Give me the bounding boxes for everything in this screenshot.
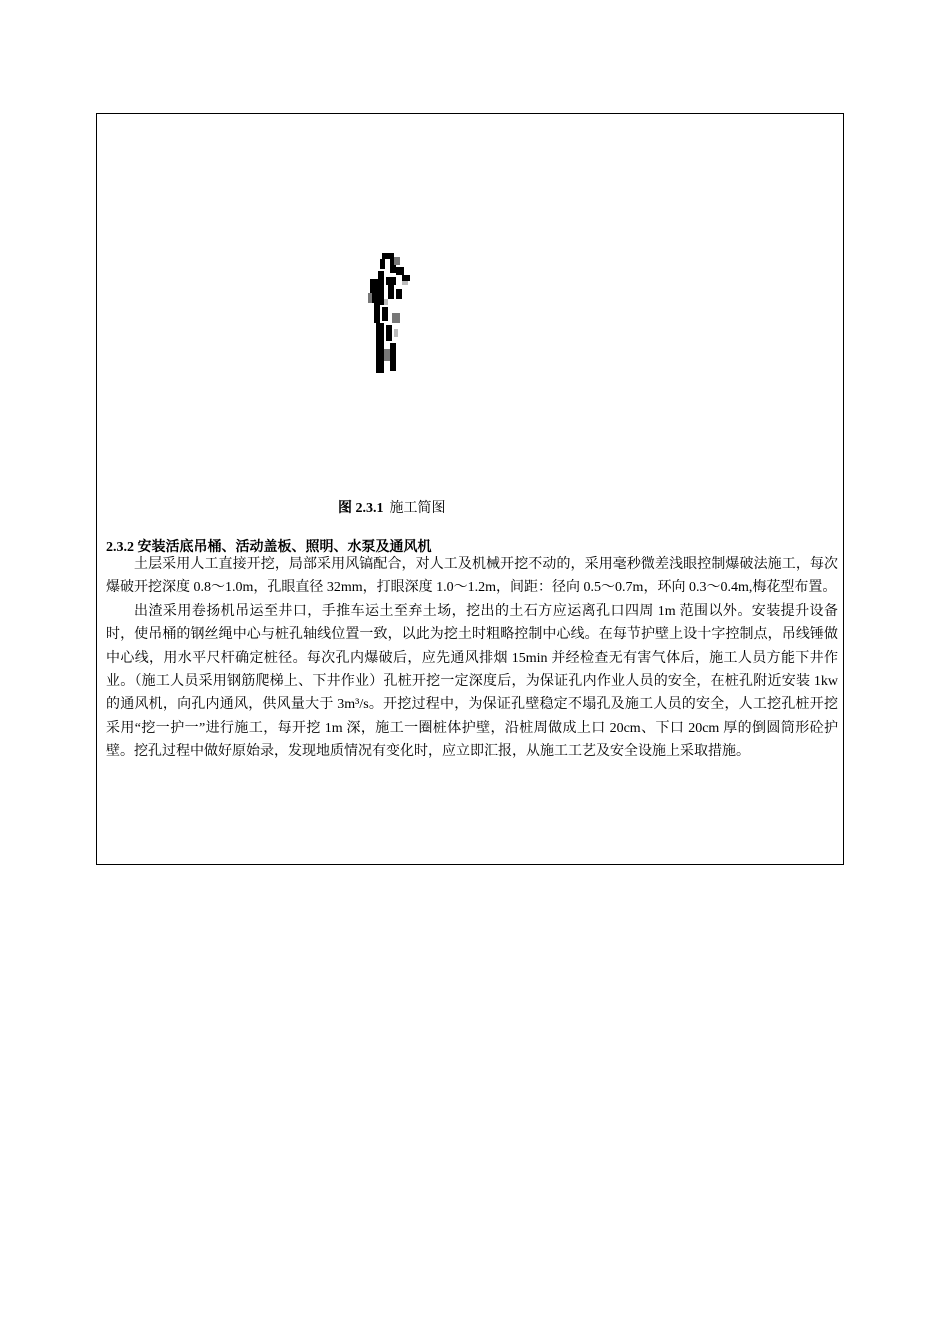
- section-body: [106, 553, 838, 764]
- paragraph: 土层采用人工直接开挖，局部采用风镐配合，对人工及机械开挖不动的，采用毫秒微差浅眼控制爆破法施工，每次爆破开挖深度 0.8～1.0m，孔眼直径 32mm，打眼深度 1.0～1.2m，间距：径向 0.5～0.7m，环向 0.3～0.4m,梅花型布置。: [106, 557, 838, 596]
- figure-caption: [338, 499, 446, 519]
- figure-title: 施工简图: [389, 501, 446, 516]
- construction-diagram: [366, 253, 412, 375]
- paragraph: 出渣采用卷扬机吊运至井口，手推车运土至弃土场，挖出的土石方应运离孔口四周 1m 范围以外。安装提升设备时，使吊桶的钢丝绳中心与桩孔轴线位置一致，以此为挖土时粗略控制中心线。在每节护壁上设十字控制点，吊线锤做中心线，用水平尺杆确定桩径。每次孔内爆破后，应先通风排烟 15min 并经检查无有害气体后，施工人员方能下井作业。（施工人员采用钢筋爬梯上、下井作业）孔桩开挖一定深度后，为保证孔内作业人员的安全，在桩孔附近安装 1kw 的通风机，向孔内通风，供风量大于 3m³/s。开挖过程中，为保证孔壁稳定不塌孔及施工人员的安全，人工挖孔桩开挖采用“挖一护一”进行施工，每开挖 1m 深，施工一圈桩体护壁，沿桩周做成上口 20cm、下口 20cm 厚的倒圆筒形砼护壁。挖孔过程中做好原始录，发现地质情况有变化时，应立即汇报，从施工工艺及安全设施上采取措施。: [106, 603, 838, 760]
- section-heading: 2.3.2 安装活底吊桶、活动盖板、照明、水泵及通风机: [106, 540, 432, 555]
- figure-label: 图 2.3.1: [338, 501, 384, 516]
